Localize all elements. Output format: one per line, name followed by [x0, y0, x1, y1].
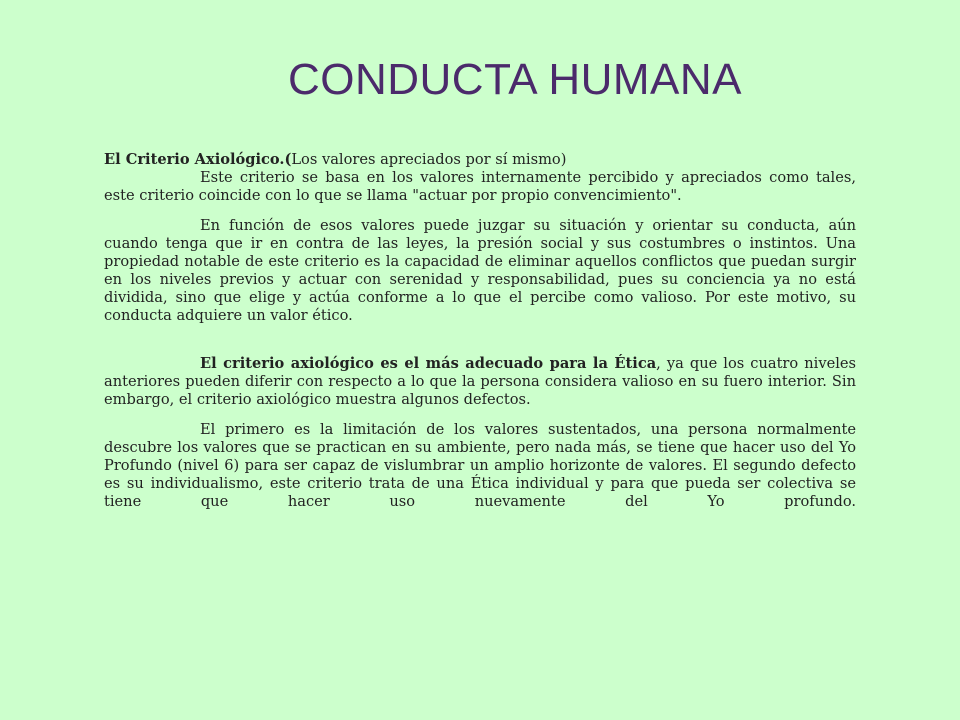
paragraph-4: El primero es la limitación de los valores sustentados, una persona normalmente descubre los valores que se practican en su ambiente, pero nada más, se tiene que hacer uso del Yo Profundo (nivel 6) para ser capaz de vislumbrar un amplio horizonte de valores. El segundo defecto es su individualismo, este criterio trata de una Ética individual y para que pueda ser colectiva se tiene que hacer uso nuevamente del Yo profundo.	[104, 421, 856, 510]
slide-body	[104, 151, 856, 511]
section-heading	[104, 151, 856, 169]
paragraph-3-text: , ya que los cuatro niveles anteriores pueden diferir con respecto a lo que la persona considera valioso en su fuero interior. Sin embargo, el criterio axiológico muestra algunos defectos.	[104, 355, 856, 408]
slide-title: CONDUCTA HUMANA	[287, 55, 743, 104]
section-heading-subtitle: Los valores apreciados por sí mismo)	[291, 151, 567, 168]
section-heading-bold: El Criterio Axiológico.(	[104, 151, 292, 168]
paragraph-3	[104, 355, 856, 409]
paragraph-1: Este criterio se basa en los valores internamente percibido y apreciados como tales, este criterio coincide con lo que se llama "actuar por propio convencimiento".	[104, 169, 856, 204]
paragraph-2: En función de esos valores puede juzgar su situación y orientar su conducta, aún cuando tenga que ir en contra de las leyes, la presión social y sus costumbres o instintos. Una propiedad notable de este criterio es la capacidad de eliminar aquellos conflictos que puedan surgir en los niveles previos y actuar con serenidad y responsabilidad, pues su conciencia ya no está dividida, sino que elige y actúa conforme a lo que el percibe como valioso. Por este motivo, su conducta adquiere un valor ético.	[104, 217, 856, 324]
paragraph-3-bold: El criterio axiológico es el más adecuado para la Ética	[200, 355, 657, 372]
